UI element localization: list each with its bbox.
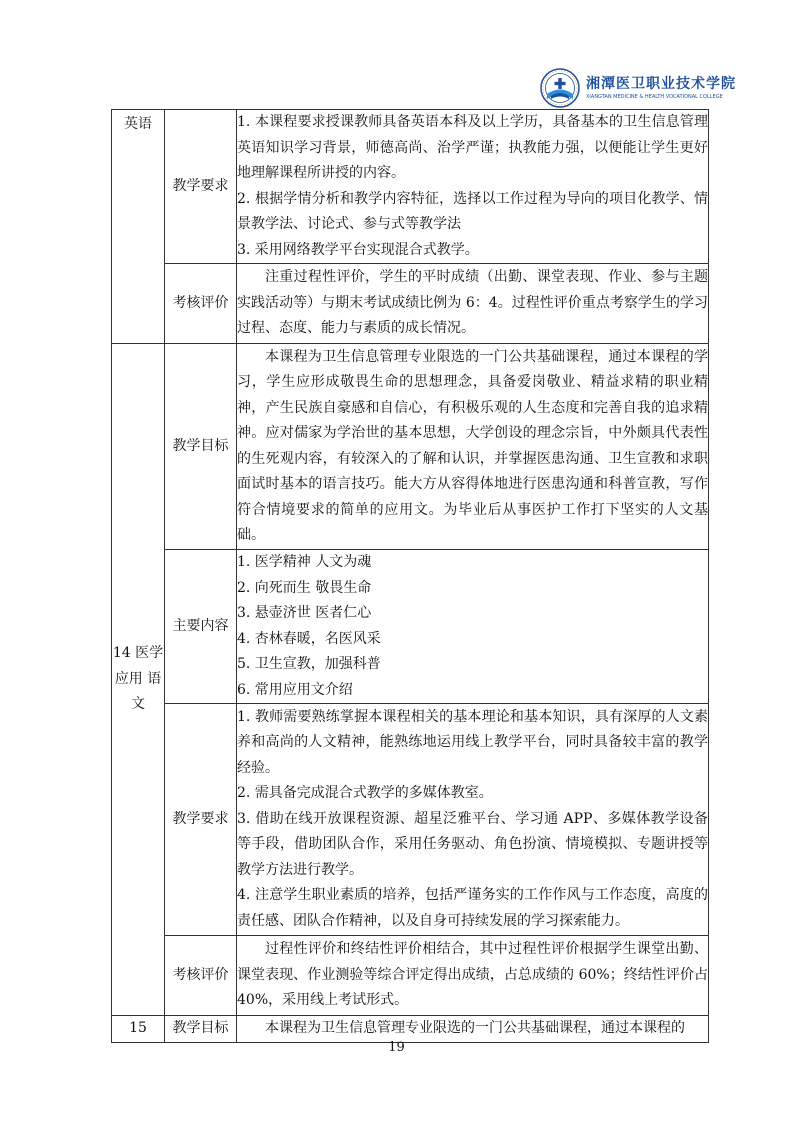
content-item: 6. 常用应用文介绍 bbox=[237, 681, 353, 698]
school-name-en: XIANGTAN MEDICINE & HEALTH VOCATIONAL COLLEGE bbox=[586, 94, 723, 100]
row-content-cell bbox=[237, 264, 709, 344]
table-row bbox=[112, 704, 709, 936]
table-row bbox=[112, 264, 709, 344]
requirement-item: 3. 采用网络教学平台实现混合式教学。 bbox=[237, 241, 479, 258]
content-item: 4. 杏林春暖，名医风采 bbox=[237, 630, 381, 647]
requirement-item: 2. 需具备完成混合式教学的多媒体教室。 bbox=[237, 785, 493, 802]
course-number: 15 bbox=[129, 1020, 147, 1036]
table-row bbox=[112, 110, 709, 264]
table-row bbox=[112, 344, 709, 550]
requirement-item: 1. 教师需要熟练掌握本课程相关的基本理论和基本知识，具有深厚的人文素养和高尚的人文精神，能熟练地运用线上教学平台，同时具备较丰富的教学经验。 bbox=[237, 708, 708, 776]
school-name-cn: 湘潭医卫职业技术学院 bbox=[586, 76, 736, 92]
row-content-cell bbox=[237, 936, 709, 1016]
row-label-cell bbox=[165, 1016, 237, 1043]
teaching-goals-text: 本课程为卫生信息管理专业限选的一门公共基础课程，通过本课程的学习，学生应形成敬畏生命的思想理念，具备爱岗敬业、精益求精的职业精神，产生民族自豪感和自信心，有积极乐观的人生态度和完善自我的追求精神。应对儒家为学治世的基本思想，大学创设的理念宗旨，中外颇具代表性的生死观内容，有较深入的了解和认识，并掌握医患沟通、卫生宣教和求职面试时基本的语言技巧。能大方从容得体地进行医患沟通和科普宣教，写作符合情境要求的简单的应用文。为毕业后从事医护工作打下坚实的人文基础。 bbox=[237, 348, 708, 543]
requirement-item: 4. 注意学生职业素质的培养，包括严谨务实的工作作风与工作态度，高度的责任感、团队合作精神，以及自身可持续发展的学习探索能力。 bbox=[237, 887, 708, 929]
school-logo bbox=[540, 66, 736, 110]
course-name-cell bbox=[112, 344, 165, 1016]
row-label-main-content: 主要内容 bbox=[172, 617, 229, 634]
row-label-teaching-requirements: 教学要求 bbox=[172, 177, 229, 194]
content-item: 5. 卫生宣教，加强科普 bbox=[237, 656, 381, 672]
course-number: 14 bbox=[112, 645, 131, 662]
requirement-item: 2. 根据学情分析和教学内容特征，选择以工作过程为导向的项目化教学、情景教学法、讨论式、参与式等教学法 bbox=[237, 190, 708, 232]
row-label-cell bbox=[165, 704, 237, 936]
course-name: 英语 bbox=[124, 116, 152, 132]
content-item: 2. 向死而生 敬畏生命 bbox=[237, 579, 372, 596]
assessment-text: 过程性评价和终结性评价相结合，其中过程性评价根据学生课堂出勤、课堂表现、作业测验等综合评定得出成绩，占总成绩的 60%；终结性评价占 40%，采用线上考试形式。 bbox=[237, 941, 708, 1009]
row-label-assessment: 考核评价 bbox=[172, 966, 229, 983]
row-label-cell bbox=[165, 936, 237, 1016]
row-label-cell bbox=[165, 110, 237, 264]
school-seal-icon bbox=[540, 68, 580, 108]
table-row bbox=[112, 1016, 709, 1043]
row-label-cell bbox=[165, 344, 237, 550]
table-row bbox=[112, 550, 709, 704]
course-name-cell bbox=[112, 1016, 165, 1043]
row-label-cell bbox=[165, 550, 237, 704]
content-item: 1. 医学精神 人文为魂 bbox=[237, 554, 372, 570]
requirement-item: 3. 借助在线开放课程资源、超星泛雅平台、学习通 APP、多媒体教学设备等手段，借助团队合作，采用任务驱动、角色扮演、情境模拟、专题讲授等教学方法进行教学。 bbox=[237, 810, 708, 878]
requirement-item: 1. 本课程要求授课教师具备英语本科及以上学历，具备基本的卫生信息管理英语知识学习背景，师德高尚、治学严谨；执教能力强，以便能让学生更好地理解课程所讲授的内容。 bbox=[237, 114, 708, 181]
teaching-goals-text: 本课程为卫生信息管理专业限选的一门公共基础课程，通过本课程的 bbox=[265, 1020, 685, 1036]
row-label-cell bbox=[165, 264, 237, 344]
page-number: 19 bbox=[388, 1040, 405, 1055]
row-label-teaching-goals: 教学目标 bbox=[172, 1020, 229, 1036]
table-row bbox=[112, 936, 709, 1016]
assessment-text: 注重过程性评价，学生的平时成绩（出勤、课堂表现、作业、参与主题实践活动等）与期末考试成绩比例为 6：4。过程性评价重点考察学生的学习过程、态度、能力与素质的成长情况。 bbox=[237, 269, 708, 337]
row-content-cell bbox=[237, 110, 709, 264]
row-content-cell bbox=[237, 344, 709, 550]
row-content-cell bbox=[237, 550, 709, 704]
row-content-cell bbox=[237, 1016, 709, 1043]
row-label-teaching-requirements: 教学要求 bbox=[172, 810, 229, 827]
row-label-assessment: 考核评价 bbox=[172, 294, 229, 311]
content-item: 3. 悬壶济世 医者仁心 bbox=[237, 605, 372, 621]
row-label-teaching-goals: 教学目标 bbox=[172, 437, 229, 454]
course-name: 医学应用 bbox=[114, 645, 164, 687]
course-name-cell bbox=[112, 110, 165, 344]
course-table bbox=[111, 109, 709, 1043]
course-name: 语文 bbox=[131, 670, 162, 713]
row-content-cell bbox=[237, 704, 709, 936]
